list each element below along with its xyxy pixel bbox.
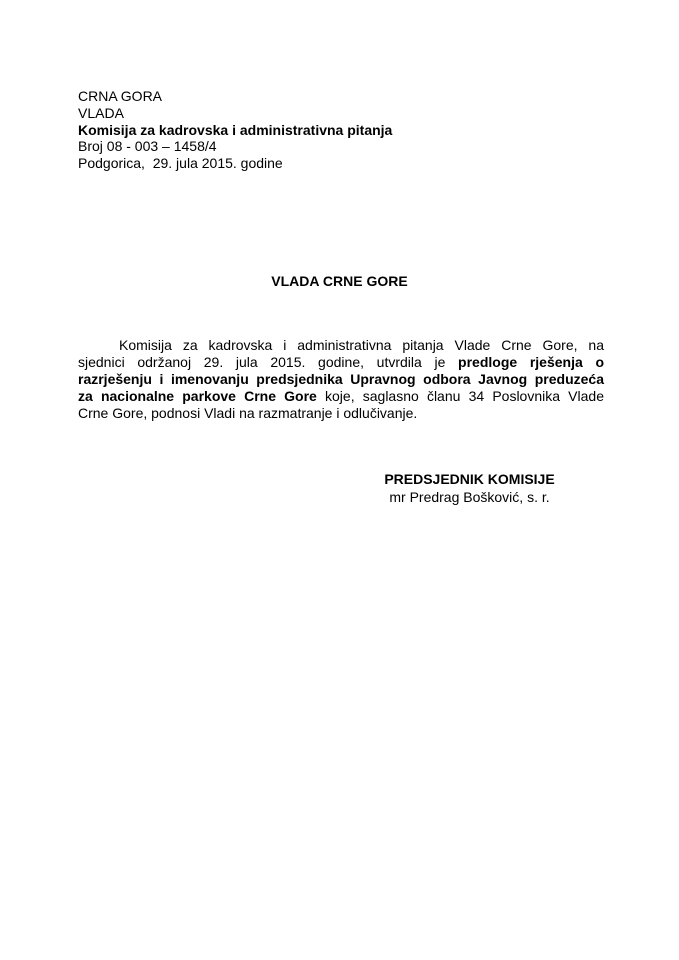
bold-text: predloge rješenja o bbox=[458, 353, 604, 370]
text: koje, saglasno članu 34 Poslovnika Vlade bbox=[316, 387, 604, 404]
text: Komisija za kadrovska i administrativna pitanja Vlade Crne Gore, na bbox=[119, 337, 604, 353]
reference-number: Broj 08 - 003 – 1458/4 bbox=[78, 138, 217, 155]
paragraph-line bbox=[78, 337, 604, 354]
signatory-name: mr Predrag Bošković, s. r. bbox=[389, 488, 550, 505]
bold-text: za nacionalne parkove Crne Gore bbox=[78, 387, 317, 404]
signatory-role: PREDSJEDNIK KOMISIJE bbox=[384, 471, 555, 487]
paragraph-line bbox=[78, 405, 604, 422]
body-paragraph bbox=[78, 337, 604, 422]
text: Crne Gore, podnosi Vladi na razmatranje i odlučivanje. bbox=[78, 404, 418, 421]
text: sjednici održanoj 29. jula 2015. godine, utvrdila je bbox=[78, 353, 459, 370]
government-name: VLADA bbox=[78, 104, 124, 121]
country-name: CRNA GORA bbox=[78, 88, 163, 104]
bold-text: razrješenju i imenovanju predsjednika Upravnog odbora Javnog preduzeća bbox=[78, 370, 604, 387]
place-date: Podgorica, 29. jula 2015. godine bbox=[78, 155, 283, 172]
signature-block bbox=[381, 471, 558, 506]
paragraph-line bbox=[78, 388, 604, 405]
document-header bbox=[78, 88, 392, 172]
paragraph-line bbox=[78, 371, 604, 388]
document-title: VLADA CRNE GORE bbox=[271, 273, 408, 289]
paragraph-line bbox=[78, 354, 604, 371]
commission-name: Komisija za kadrovska i administrativna pitanja bbox=[78, 121, 393, 138]
